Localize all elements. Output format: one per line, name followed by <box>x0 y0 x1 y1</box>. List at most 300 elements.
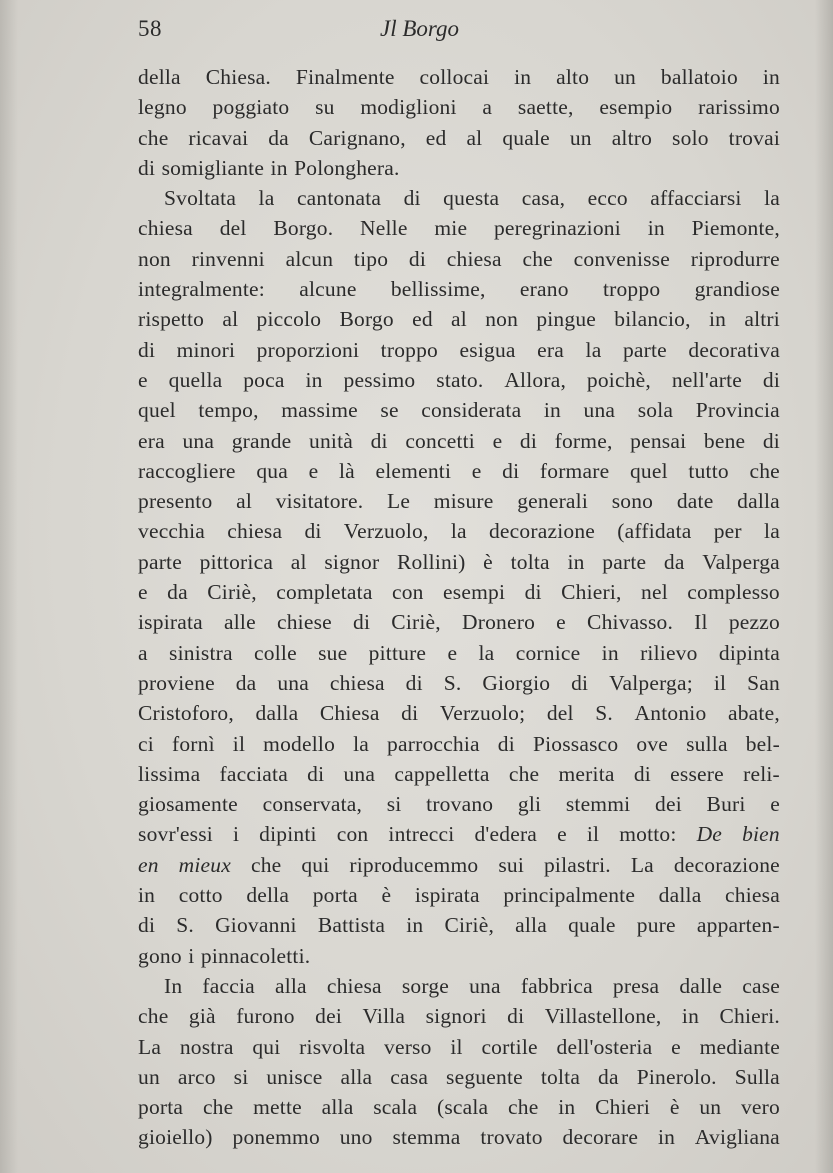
word: Villastellone, <box>544 1004 662 1029</box>
word: ballatoio <box>660 65 738 89</box>
word: ispirata <box>414 883 480 908</box>
word: bilancio, <box>614 307 691 332</box>
text-line <box>138 395 780 425</box>
word: di <box>304 519 322 544</box>
word: qua <box>256 458 288 483</box>
word: Borgo <box>339 307 394 332</box>
text-line <box>138 456 780 486</box>
word: casa <box>390 1064 429 1089</box>
word: al <box>466 125 483 150</box>
word: un <box>614 65 636 89</box>
word: tipo <box>353 246 389 271</box>
word: vero <box>740 1095 780 1120</box>
word: Battista <box>317 913 386 938</box>
word: una <box>182 428 215 453</box>
word: decorativa <box>688 337 780 362</box>
word: della <box>138 65 181 89</box>
word: da <box>268 125 289 150</box>
word: del <box>546 701 574 726</box>
word: quale <box>568 913 616 938</box>
word: pensai <box>630 428 687 453</box>
text-line <box>138 880 780 910</box>
word: una <box>583 398 616 423</box>
word: cantonata <box>296 186 382 211</box>
word: esigua <box>459 337 516 362</box>
word: e <box>770 792 780 817</box>
word: il <box>232 731 246 756</box>
word: alto <box>556 65 590 89</box>
text-line <box>138 850 780 880</box>
text-line <box>138 304 780 334</box>
word: lissima <box>138 761 201 786</box>
word: che <box>138 1004 169 1029</box>
text-line <box>138 123 780 153</box>
word: altro <box>611 125 653 150</box>
word: parte <box>622 337 667 362</box>
word: forme, <box>554 428 613 453</box>
word: e <box>138 367 148 392</box>
word: Rollini) <box>396 549 466 574</box>
word: apparten- <box>696 913 780 938</box>
word: e <box>671 1034 681 1059</box>
word: in <box>708 307 727 332</box>
word: reli- <box>743 761 780 786</box>
word: Ciriè, <box>444 913 495 938</box>
word: che <box>138 125 169 150</box>
word: Verzuolo; <box>439 701 526 726</box>
word: in <box>270 155 288 180</box>
word: di <box>353 610 371 635</box>
word: su <box>315 95 335 120</box>
word: Il <box>694 610 708 635</box>
word: ed <box>412 307 433 332</box>
text-line <box>138 365 780 395</box>
text-line <box>138 1032 780 1062</box>
word: di <box>307 761 325 786</box>
word: bene <box>703 428 746 453</box>
word: scala <box>373 1095 418 1120</box>
word: che <box>508 1095 539 1120</box>
word: esempio <box>599 95 673 120</box>
word: in <box>558 1095 576 1120</box>
word: al <box>222 307 239 332</box>
word: fornì <box>171 731 215 756</box>
word: qui <box>301 852 330 877</box>
word: poggiato <box>212 95 290 120</box>
word: Chivasso. <box>587 610 674 635</box>
word: Antonio <box>634 701 707 726</box>
word: merita <box>558 761 615 786</box>
word: sorge <box>401 973 450 998</box>
word: quel <box>629 458 668 483</box>
word: i <box>232 822 240 847</box>
word: di <box>762 367 780 392</box>
word: porta <box>312 883 358 908</box>
word: con <box>391 580 424 605</box>
text-line <box>138 698 780 728</box>
word: rilievo <box>640 640 698 665</box>
word: cortile <box>481 1034 538 1059</box>
word: Buri <box>706 792 746 817</box>
word: proviene <box>138 670 215 695</box>
word: ispirata <box>138 610 203 635</box>
word: parte <box>602 549 647 574</box>
word: case <box>742 973 780 998</box>
word: il <box>586 822 600 847</box>
word: chiesa <box>227 519 283 544</box>
word: Provincia <box>695 398 780 423</box>
word: Dronero <box>461 610 536 635</box>
word: San <box>747 670 780 695</box>
word: che <box>522 246 553 271</box>
word: una <box>277 670 309 695</box>
word: risvolta <box>299 1034 366 1059</box>
word: collocai <box>419 65 490 89</box>
word: tolta <box>540 1064 581 1089</box>
word: Chiesa. <box>205 65 271 89</box>
word: in <box>647 216 665 241</box>
word: quale <box>502 125 550 150</box>
word: la <box>450 519 467 544</box>
word: ove <box>636 731 669 756</box>
word: stemma <box>392 1125 461 1150</box>
word: generali <box>517 489 589 514</box>
word: essere <box>670 761 724 786</box>
word: a <box>138 640 148 665</box>
word: piccolo <box>256 307 322 332</box>
word: ponemmo <box>232 1125 320 1150</box>
word: alla <box>340 1064 373 1089</box>
word: di <box>408 246 427 271</box>
word: al <box>451 307 467 332</box>
word: della <box>246 883 290 908</box>
word: Sulla <box>734 1064 780 1089</box>
word: chiesa <box>329 670 385 695</box>
text-line <box>138 1062 780 1092</box>
word: In <box>164 973 183 998</box>
word: ed <box>425 125 447 150</box>
word: trovano <box>426 792 494 817</box>
text-line <box>138 183 780 213</box>
word: dei <box>655 792 682 817</box>
text-line <box>138 819 780 849</box>
word: nel <box>641 580 668 605</box>
word: decorazione <box>673 852 780 877</box>
word: di <box>370 428 388 453</box>
word: S. <box>176 913 194 938</box>
word: visitatore. <box>275 489 364 514</box>
text-line <box>138 516 780 546</box>
word: troppo <box>380 337 439 362</box>
word: Villa <box>362 1004 406 1029</box>
word: quella <box>168 367 223 392</box>
word: gono <box>138 943 182 968</box>
word: sovr'essi <box>138 822 213 847</box>
word: una <box>469 973 501 998</box>
word: poca <box>243 367 285 392</box>
word: seguente <box>446 1064 523 1089</box>
text-line <box>138 486 780 516</box>
word: stato. <box>436 367 484 392</box>
word: saette, <box>517 95 574 120</box>
word: nell'arte <box>671 367 742 392</box>
word: non <box>485 307 519 332</box>
word: in <box>601 640 619 665</box>
word: sola <box>637 398 674 423</box>
word: la <box>478 640 495 665</box>
word: arco <box>177 1064 216 1089</box>
word: dalle <box>679 973 723 998</box>
word: nostra <box>179 1034 234 1059</box>
text-line <box>138 1122 780 1152</box>
word: al <box>236 489 253 514</box>
word: pure <box>636 913 676 938</box>
text-line <box>138 1001 780 1031</box>
page-edge-shadow-left <box>0 0 18 1173</box>
word: a <box>482 95 493 120</box>
word: chiesa <box>326 973 382 998</box>
word: Piossasco <box>532 731 619 756</box>
word: date <box>676 489 714 514</box>
word: qui <box>252 1034 281 1059</box>
word: decorare <box>562 1125 639 1150</box>
word: misure <box>433 489 494 514</box>
word: signor <box>324 549 380 574</box>
word: in <box>543 398 561 423</box>
word: porta <box>138 1095 184 1120</box>
word: cappelletta <box>394 761 490 786</box>
word: di <box>138 337 156 362</box>
word: di <box>138 913 156 938</box>
word: non <box>138 246 171 271</box>
text-line <box>138 274 780 304</box>
word: integralmente: <box>138 277 265 302</box>
word: Valperga; <box>609 670 693 695</box>
word: sue <box>318 640 348 665</box>
word: presa <box>612 973 660 998</box>
word: mieux <box>178 852 231 877</box>
word: mediante <box>699 1034 780 1059</box>
word: S. <box>595 701 613 726</box>
word: alcun <box>285 246 334 271</box>
word: furono <box>236 1004 295 1029</box>
word: dalla <box>737 489 780 514</box>
word: chiesa <box>446 246 502 271</box>
text-line <box>138 789 780 819</box>
word: mie <box>434 216 468 241</box>
word: chiesa <box>138 216 193 241</box>
word: Chiesa <box>319 701 380 726</box>
word: modiglioni <box>360 95 457 120</box>
word: gioiello) <box>138 1125 213 1150</box>
word: che <box>250 852 282 877</box>
word: grandiose <box>694 277 780 302</box>
text-line <box>138 729 780 759</box>
text-line <box>138 941 780 971</box>
word: di <box>762 428 780 453</box>
word: pittorica <box>199 549 274 574</box>
word: cotto <box>178 883 223 908</box>
word: da <box>235 670 257 695</box>
word: un <box>138 1064 160 1089</box>
word: bellissime, <box>390 277 486 302</box>
word: parte <box>138 549 182 574</box>
word: Chieri, <box>561 580 622 605</box>
word: chiese <box>276 610 332 635</box>
word: in <box>657 1125 676 1150</box>
word: e <box>308 458 319 483</box>
word: motto: <box>619 822 677 847</box>
text-line <box>138 971 780 1001</box>
word: giosamente <box>138 792 238 817</box>
word: in <box>762 65 780 89</box>
word: Svoltata <box>164 186 237 211</box>
word: è <box>483 549 493 574</box>
word: bien <box>742 822 780 847</box>
word: del <box>219 216 247 241</box>
word: grande <box>231 428 292 453</box>
word: il <box>713 670 727 695</box>
word: i <box>188 943 195 968</box>
word: Chieri <box>595 1095 651 1120</box>
word: la <box>258 186 275 211</box>
word: al <box>290 549 307 574</box>
text-line <box>138 910 780 940</box>
word: di <box>507 1004 525 1029</box>
word: pinnacoletti. <box>200 943 311 968</box>
word: en <box>138 852 159 877</box>
text-line <box>138 62 780 92</box>
word: pitture <box>368 640 427 665</box>
page-number: 58 <box>138 16 162 41</box>
word: signori <box>425 1004 487 1029</box>
word: alle <box>224 610 256 635</box>
word: la <box>585 337 602 362</box>
word: in <box>406 913 424 938</box>
text-line <box>138 92 780 122</box>
word: bel- <box>745 731 780 756</box>
word: di <box>524 580 542 605</box>
word: colle <box>254 640 297 665</box>
word: in <box>514 65 532 89</box>
word: di <box>405 670 423 695</box>
word: da <box>598 1064 619 1089</box>
word: questa <box>443 186 500 211</box>
word: unisce <box>266 1064 323 1089</box>
word: una <box>343 761 376 786</box>
word: già <box>188 1004 216 1029</box>
word: S. <box>443 670 462 695</box>
word: abate, <box>727 701 780 726</box>
word: là <box>338 458 355 483</box>
word: Verzuolo, <box>343 519 429 544</box>
word: esempi <box>443 580 506 605</box>
text-line <box>138 1092 780 1122</box>
word: legno <box>138 95 187 120</box>
word: stemmi <box>565 792 631 817</box>
word: tutto <box>688 458 729 483</box>
word: sinistra <box>169 640 233 665</box>
word: è <box>669 1095 680 1120</box>
word: conservata, <box>262 792 363 817</box>
word: se <box>380 398 399 423</box>
word: la <box>764 519 780 544</box>
word: da <box>167 580 188 605</box>
word: da <box>663 549 685 574</box>
word: di <box>138 155 156 180</box>
word: dalla <box>255 701 299 726</box>
word: sono <box>611 489 654 514</box>
word: pezzo <box>728 610 780 635</box>
word: poichè, <box>586 367 651 392</box>
running-head <box>138 16 781 50</box>
word: in <box>681 1004 700 1029</box>
word: e <box>447 640 458 665</box>
text-line <box>138 759 780 789</box>
word: in <box>138 883 156 908</box>
word: uno <box>339 1125 373 1150</box>
word: quel <box>138 398 176 423</box>
word: complesso <box>687 580 780 605</box>
word: dipinti <box>259 822 317 847</box>
running-title: Jl Borgo <box>380 16 459 41</box>
word: De <box>696 822 723 847</box>
word: d'edera <box>474 822 538 847</box>
word: si <box>233 1064 249 1089</box>
text-line <box>138 244 780 274</box>
word: di <box>633 761 651 786</box>
word: tempo, <box>198 398 259 423</box>
word: di <box>571 670 589 695</box>
word: dei <box>315 1004 343 1029</box>
text-line <box>138 547 780 577</box>
word: che <box>508 761 540 786</box>
word: pingue <box>536 307 597 332</box>
word: con <box>336 822 369 847</box>
word: per <box>713 519 742 544</box>
word: Finalmente <box>295 65 395 89</box>
word: proporzioni <box>256 337 360 362</box>
word: pilastri. <box>543 852 611 877</box>
word: e <box>492 428 503 453</box>
word: Ciriè, <box>391 610 441 635</box>
word: Avigliana <box>694 1125 780 1150</box>
word: e <box>557 822 567 847</box>
word: La <box>138 1034 162 1059</box>
word: principalmente <box>503 883 636 908</box>
text-line <box>138 577 780 607</box>
word: vecchia <box>138 519 206 544</box>
word: Nelle <box>360 216 408 241</box>
word: cornice <box>515 640 581 665</box>
word: (affidata <box>617 519 692 544</box>
word: Piemonte, <box>691 216 780 241</box>
word: troppo <box>602 277 661 302</box>
word: parrocchia <box>387 731 480 756</box>
word: riproducemmo <box>349 852 479 877</box>
word: gli <box>517 792 542 817</box>
text-line <box>138 668 780 698</box>
word: la <box>764 186 780 211</box>
word: unità <box>309 428 353 453</box>
text-line <box>138 213 780 243</box>
word: affacciarsi <box>650 186 742 211</box>
word: ecco <box>587 186 628 211</box>
word: trovato <box>480 1125 543 1150</box>
word: di <box>519 428 538 453</box>
word: un <box>699 1095 722 1120</box>
word: di <box>497 731 515 756</box>
